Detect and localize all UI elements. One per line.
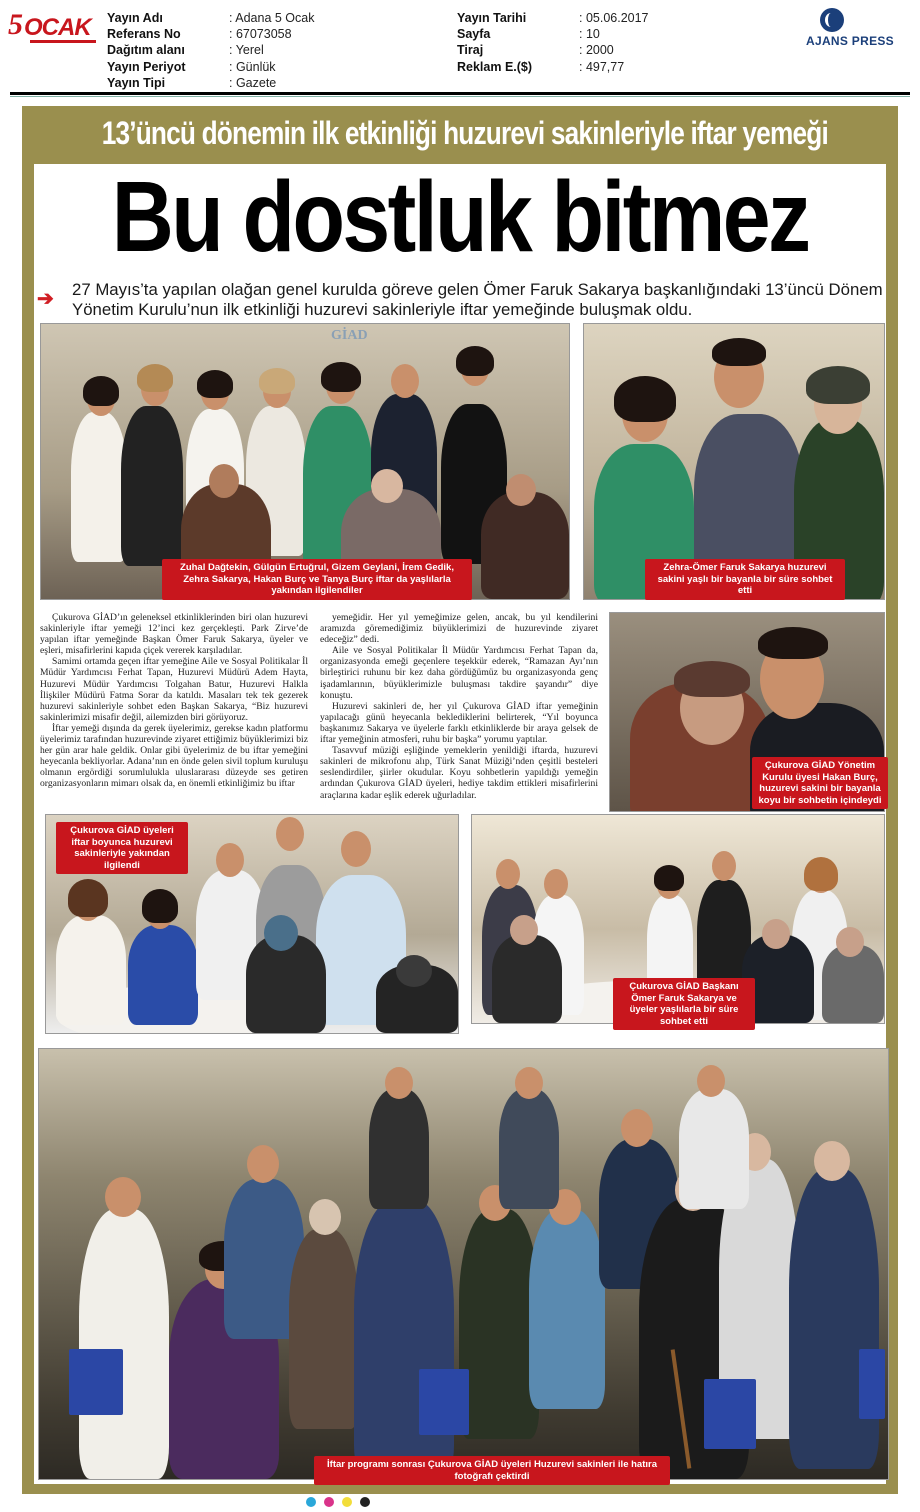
globe-icon (820, 8, 844, 32)
publication-meta-right: Yayın Tarihi : 05.06.2017 Sayfa : 10 Tiraj : 2000 Reklam E.($) : 497,77 (457, 11, 649, 74)
newspaper-logo: 5 OCAK (8, 8, 100, 44)
article-column-1: Çukurova GİAD’ın geleneksel etkinliklerinden biri olan huzurevi sakinleriyle iftar yemeği 12’inci kez gerçekleşti. Park Zirve’de yapılan iftar yemeğinde Başkan Ömer Faruk Sakarya, üyeler ve eşleri, misafirlerini kapıda çiçek vererek karşıladılar. Samimi ortamda geçen iftar yemeğine Aile ve Sosyal Politikalar İl Müdür Yardımcısı Ferhat Tapan, Huzurevi Müdürü Adem Hayta, Huzurevi Müdür Yardımcısı Tolgahan Batur, Huzurevi Halkla İlişkiler Müdürü Fatma Sorar da katıldı. Masaları tek tek gezerek huzurevi sakinleriyle sohbet eden Başkan Sakarya, “Biz huzurevi sakinlerimizi misafir değil, ailemizden biri görüyoruz. İftar yemeği dışında da gerek üyelerimiz, gerekse kadın platformu üyelerimiz tarafından huzurevinde ziyaret ettiğimiz büyüklerimizi biz her gün arar hale geldik. Onlar gibi üyelerimiz de bu iftar yemeğini heyecanla bekliyorlar. Adana’nın en önde gelen sivil toplum kuruluşu olmanın ergördiği sorumlulukla uluslararası düzeyde ses getiren organizasyonların mimarı olsak da, en önemli etkinliğimiz bu iftar (40, 612, 308, 790)
photo5-caption: Çukurova GİAD Başkanı Ömer Faruk Sakarya ve üyeler yaşlılarla bir süre sohbet etti (613, 978, 755, 1030)
photo1-caption: Zuhal Dağtekin, Gülgün Ertuğrul, Gizem Geylani, İrem Gedik, Zehra Sakarya, Hakan Burç ve Tanya Burç iftar da yaşlılarla yakından ilgilendiler (162, 559, 472, 600)
article-headline: Bu dostluk bitmez (111, 161, 809, 273)
article-column-2: yemeğidir. Her yıl yemeğimize gelen, ancak, bu yıl kendilerini aramızda göremediğimiz büyüklerimizi de huzurevinde ziyaret edeceğiz” dedi. Aile ve Sosyal Politikalar İl Müdür Yardımcısı Ferhat Tapan da, organizasyonda emeği geçenlere teşekkür ederek, “Ramazan Ayı’nın birleştirici ruhunu bir kez daha gördüğümüz bu organizasyonda genç işadamlarının, büyüklerimizle buluşması takdire şayandır” diye konuştu. Huzurevi sakinleri de, her yıl Çukurova GİAD iftar yemeğinin yapılacağı günü heyecanla beklediklerini belirterek, “Yıl boyunca başkanımız Sakarya ve üyelerle farklı etkinliklerde bir araya gelsek de iftar yemeğinin atmosferi, ruhu bir başka” yorumu yaptılar. Tasavvuf müziği eşliğinde yemeklerin yenildiği iftarda, huzurevi sakinleri de mikrofonu alıp, Türk Sanat Müziği’nden çeşitli besteleri seslendirdiler, şiirler okudular. Koyu sohbetlerin yapıldığı yemeğin ardından Çukurova GİAD üyeleri, hediye takdim ettikleri misafirlerini araçlarına kadar eşlik ederek uğurladılar. (320, 612, 598, 801)
article-lead: 27 Mayıs’ta yapılan olağan genel kurulda göreve gelen Ömer Faruk Sakarya başkanlığındaki 13’üncü Dönem Yönetim Kurulu’nun ilk etkinliği huzurevi sakinleriyle iftar yemeğinde buluşmak oldu. (72, 280, 883, 319)
header-divider (10, 92, 910, 95)
clipping-header (0, 0, 920, 92)
photo3-caption: Çukurova GİAD Yönetim Kurulu üyesi Hakan Burç, huzurevi sakini bir bayanla koyu bir sohbetin içindeydi (752, 757, 888, 809)
giad-sign: GİAD (331, 328, 368, 343)
agency-logo: AJANS PRESS (806, 8, 914, 52)
header-divider-thin (10, 96, 910, 97)
photo6-caption: İftar programı sonrası Çukurova GİAD üyeleri Huzurevi sakinleri ile hatıra fotoğrafı çektirdi (314, 1456, 670, 1485)
print-color-marks (306, 1494, 416, 1504)
article-kicker: 13’üncü dönemin ilk etkinliği huzurevi sakinleriyle iftar yemeği (101, 115, 828, 151)
arrow-right-icon: ➔ (37, 288, 54, 310)
photo4-caption: Çukurova GİAD üyeleri iftar boyunca huzurevi sakinleriyle yakından ilgilendi (56, 822, 188, 874)
photo-big-group (38, 1048, 889, 1480)
photo2-caption: Zehra-Ömer Faruk Sakarya huzurevi sakini yaşlı bir bayanla bir süre sohbet etti (645, 559, 845, 600)
publication-meta-left: Yayın Adı : Adana 5 Ocak Referans No : 67073058 Dağıtım alanı : Yerel Yayın Periyot : Günlük Yayın Tipi : Gazete (107, 11, 315, 90)
